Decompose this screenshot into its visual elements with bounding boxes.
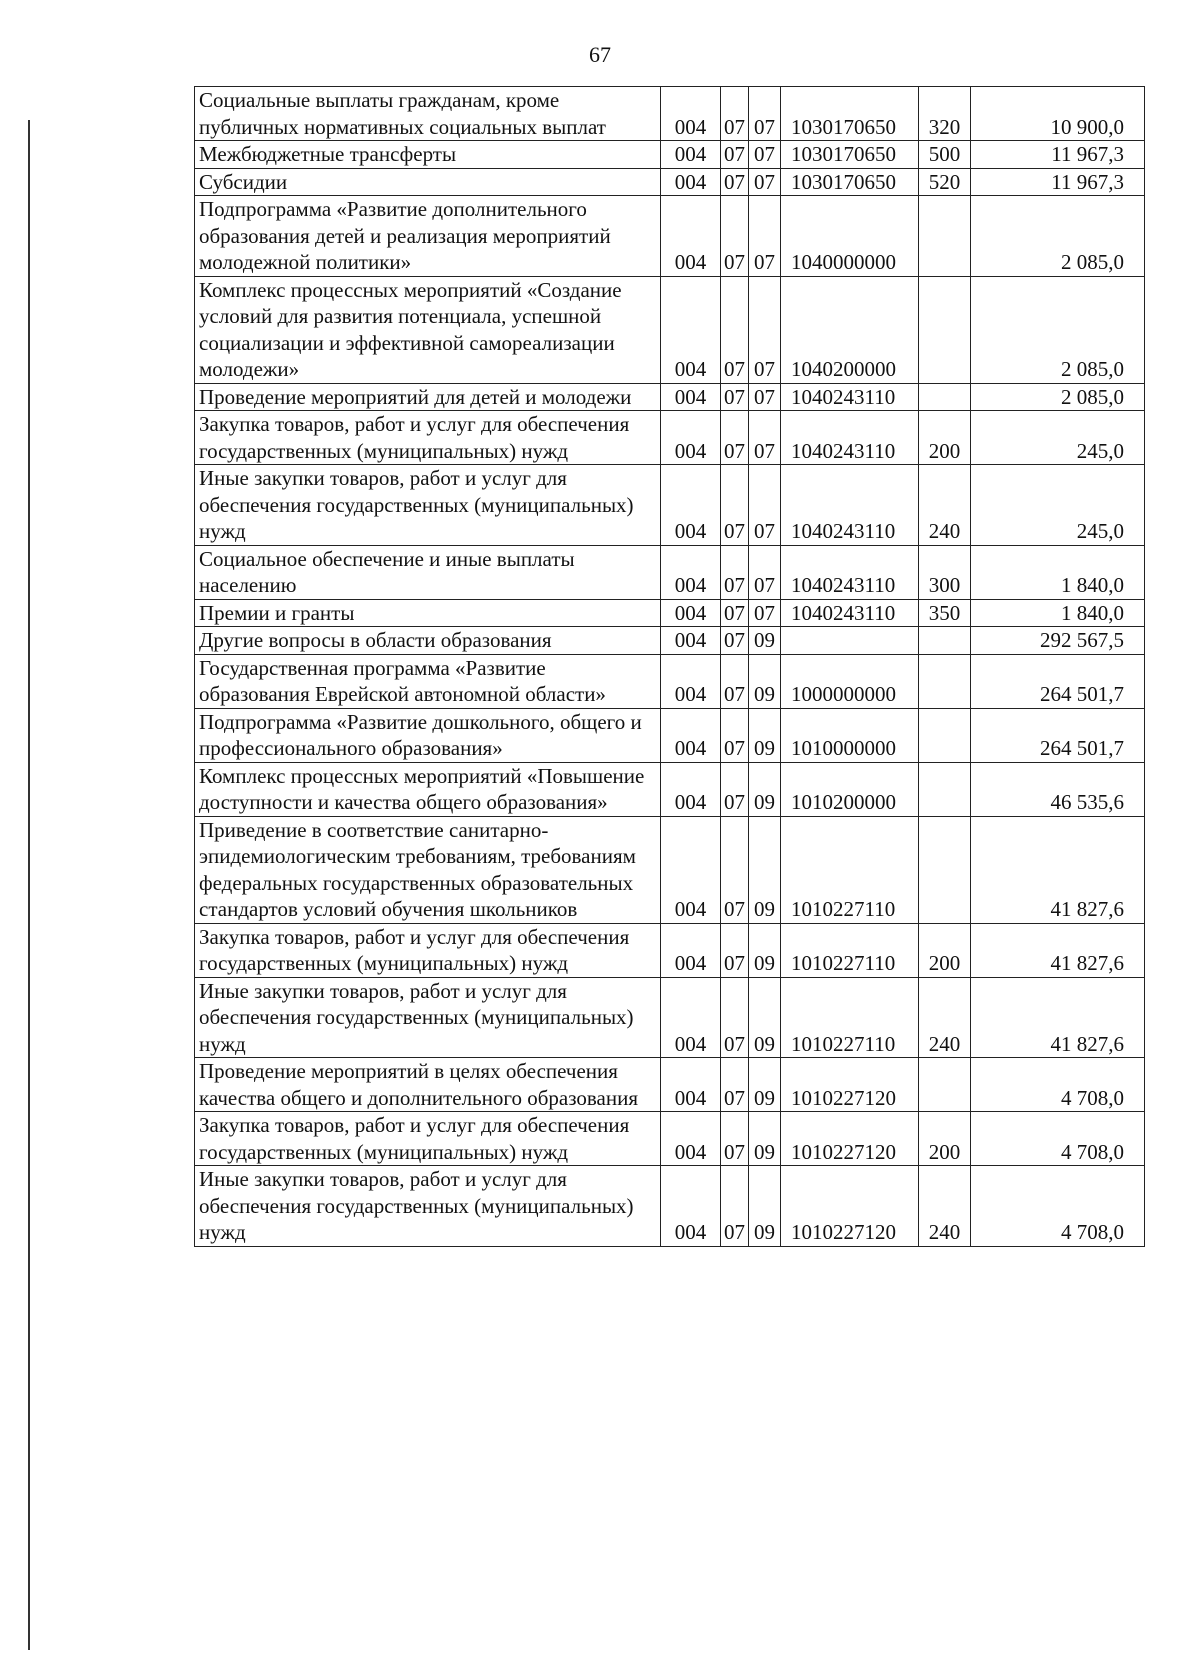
row-expense-type-cell: 200 bbox=[919, 923, 971, 977]
row-section-cell: 07 bbox=[721, 977, 749, 1058]
row-amount-cell: 264 501,7 bbox=[971, 654, 1145, 708]
row-expense-type-cell bbox=[919, 276, 971, 383]
row-name-cell: Комплекс процессных мероприятий «Повышение доступности и качества общего образования» bbox=[195, 762, 661, 816]
row-grbs-cell: 004 bbox=[661, 168, 721, 196]
table-row bbox=[195, 411, 1145, 465]
row-name-cell: Государственная программа «Развитие образования Еврейской автономной области» bbox=[195, 654, 661, 708]
row-amount-cell: 4 708,0 bbox=[971, 1112, 1145, 1166]
row-amount-cell: 292 567,5 bbox=[971, 627, 1145, 655]
row-amount-cell: 46 535,6 bbox=[971, 762, 1145, 816]
row-grbs-cell: 004 bbox=[661, 411, 721, 465]
row-subsection-cell: 07 bbox=[749, 599, 781, 627]
row-name-cell: Приведение в соответствие санитарно-эпидемиологическим требованиям, требованиям федеральных государственных образовательных стандартов условий обучения школьников bbox=[195, 816, 661, 923]
row-section-cell: 07 bbox=[721, 923, 749, 977]
table-row bbox=[195, 654, 1145, 708]
row-amount-cell: 41 827,6 bbox=[971, 977, 1145, 1058]
row-name-cell: Социальные выплаты гражданам, кроме публичных нормативных социальных выплат bbox=[195, 87, 661, 141]
row-section-cell: 07 bbox=[721, 1112, 749, 1166]
row-amount-cell: 264 501,7 bbox=[971, 708, 1145, 762]
row-section-cell: 07 bbox=[721, 141, 749, 169]
row-expense-type-cell: 240 bbox=[919, 1166, 971, 1247]
row-name-cell: Закупка товаров, работ и услуг для обеспечения государственных (муниципальных) нужд bbox=[195, 411, 661, 465]
row-amount-cell: 245,0 bbox=[971, 411, 1145, 465]
table-row bbox=[195, 141, 1145, 169]
row-name-cell: Премии и гранты bbox=[195, 599, 661, 627]
row-subsection-cell: 09 bbox=[749, 977, 781, 1058]
row-name-cell: Другие вопросы в области образования bbox=[195, 627, 661, 655]
row-name-cell: Закупка товаров, работ и услуг для обеспечения государственных (муниципальных) нужд bbox=[195, 1112, 661, 1166]
row-grbs-cell: 004 bbox=[661, 1058, 721, 1112]
table-row bbox=[195, 627, 1145, 655]
row-subsection-cell: 09 bbox=[749, 708, 781, 762]
row-expense-type-cell bbox=[919, 196, 971, 277]
row-target-article-cell: 1030170650 bbox=[781, 141, 919, 169]
row-amount-cell: 10 900,0 bbox=[971, 87, 1145, 141]
row-expense-type-cell: 500 bbox=[919, 141, 971, 169]
row-section-cell: 07 bbox=[721, 708, 749, 762]
row-target-article-cell bbox=[781, 627, 919, 655]
row-subsection-cell: 07 bbox=[749, 87, 781, 141]
row-amount-cell: 2 085,0 bbox=[971, 383, 1145, 411]
row-target-article-cell: 1030170650 bbox=[781, 87, 919, 141]
row-target-article-cell: 1010227120 bbox=[781, 1112, 919, 1166]
row-expense-type-cell: 200 bbox=[919, 411, 971, 465]
row-grbs-cell: 004 bbox=[661, 1112, 721, 1166]
row-subsection-cell: 09 bbox=[749, 1112, 781, 1166]
row-section-cell: 07 bbox=[721, 411, 749, 465]
table-row bbox=[195, 1112, 1145, 1166]
row-grbs-cell: 004 bbox=[661, 1166, 721, 1247]
row-amount-cell: 11 967,3 bbox=[971, 141, 1145, 169]
row-name-cell: Проведение мероприятий в целях обеспечения качества общего и дополнительного образования bbox=[195, 1058, 661, 1112]
row-amount-cell: 2 085,0 bbox=[971, 196, 1145, 277]
table-row bbox=[195, 87, 1145, 141]
row-expense-type-cell bbox=[919, 383, 971, 411]
table-row bbox=[195, 599, 1145, 627]
table-row bbox=[195, 545, 1145, 599]
row-target-article-cell: 1010200000 bbox=[781, 762, 919, 816]
row-grbs-cell: 004 bbox=[661, 708, 721, 762]
row-grbs-cell: 004 bbox=[661, 627, 721, 655]
row-name-cell: Иные закупки товаров, работ и услуг для обеспечения государственных (муниципальных) нужд bbox=[195, 465, 661, 546]
row-section-cell: 07 bbox=[721, 383, 749, 411]
row-section-cell: 07 bbox=[721, 465, 749, 546]
row-subsection-cell: 07 bbox=[749, 141, 781, 169]
row-section-cell: 07 bbox=[721, 196, 749, 277]
row-amount-cell: 1 840,0 bbox=[971, 599, 1145, 627]
row-amount-cell: 41 827,6 bbox=[971, 923, 1145, 977]
row-target-article-cell: 1040243110 bbox=[781, 599, 919, 627]
row-section-cell: 07 bbox=[721, 627, 749, 655]
row-amount-cell: 2 085,0 bbox=[971, 276, 1145, 383]
row-section-cell: 07 bbox=[721, 1058, 749, 1112]
row-name-cell: Комплекс процессных мероприятий «Создание условий для развития потенциала, успешной социализации и эффективной самореализации молодежи» bbox=[195, 276, 661, 383]
row-subsection-cell: 07 bbox=[749, 196, 781, 277]
row-section-cell: 07 bbox=[721, 168, 749, 196]
table-row bbox=[195, 465, 1145, 546]
row-subsection-cell: 09 bbox=[749, 1058, 781, 1112]
row-name-cell: Подпрограмма «Развитие дошкольного, общего и профессионального образования» bbox=[195, 708, 661, 762]
row-subsection-cell: 09 bbox=[749, 1166, 781, 1247]
row-subsection-cell: 07 bbox=[749, 411, 781, 465]
row-subsection-cell: 07 bbox=[749, 465, 781, 546]
row-target-article-cell: 1040243110 bbox=[781, 383, 919, 411]
row-target-article-cell: 1000000000 bbox=[781, 654, 919, 708]
row-expense-type-cell bbox=[919, 627, 971, 655]
table-row bbox=[195, 1058, 1145, 1112]
row-amount-cell: 11 967,3 bbox=[971, 168, 1145, 196]
row-section-cell: 07 bbox=[721, 816, 749, 923]
row-grbs-cell: 004 bbox=[661, 654, 721, 708]
row-grbs-cell: 004 bbox=[661, 923, 721, 977]
row-target-article-cell: 1010227120 bbox=[781, 1166, 919, 1247]
row-subsection-cell: 07 bbox=[749, 383, 781, 411]
scan-edge-line bbox=[28, 120, 30, 1650]
row-name-cell: Субсидии bbox=[195, 168, 661, 196]
row-section-cell: 07 bbox=[721, 1166, 749, 1247]
row-amount-cell: 41 827,6 bbox=[971, 816, 1145, 923]
row-expense-type-cell: 320 bbox=[919, 87, 971, 141]
row-section-cell: 07 bbox=[721, 276, 749, 383]
row-name-cell: Иные закупки товаров, работ и услуг для обеспечения государственных (муниципальных) нужд bbox=[195, 977, 661, 1058]
row-name-cell: Подпрограмма «Развитие дополнительного образования детей и реализация мероприятий молодежной политики» bbox=[195, 196, 661, 277]
row-target-article-cell: 1040243110 bbox=[781, 411, 919, 465]
row-expense-type-cell: 240 bbox=[919, 465, 971, 546]
table-row bbox=[195, 708, 1145, 762]
row-grbs-cell: 004 bbox=[661, 196, 721, 277]
row-amount-cell: 245,0 bbox=[971, 465, 1145, 546]
row-target-article-cell: 1040243110 bbox=[781, 545, 919, 599]
row-target-article-cell: 1040000000 bbox=[781, 196, 919, 277]
row-target-article-cell: 1010000000 bbox=[781, 708, 919, 762]
row-expense-type-cell: 200 bbox=[919, 1112, 971, 1166]
row-subsection-cell: 09 bbox=[749, 923, 781, 977]
row-expense-type-cell bbox=[919, 762, 971, 816]
row-expense-type-cell: 520 bbox=[919, 168, 971, 196]
row-expense-type-cell: 240 bbox=[919, 977, 971, 1058]
row-grbs-cell: 004 bbox=[661, 816, 721, 923]
row-name-cell: Социальное обеспечение и иные выплаты населению bbox=[195, 545, 661, 599]
row-subsection-cell: 07 bbox=[749, 276, 781, 383]
row-grbs-cell: 004 bbox=[661, 87, 721, 141]
table-row bbox=[195, 276, 1145, 383]
row-target-article-cell: 1010227110 bbox=[781, 816, 919, 923]
row-expense-type-cell: 350 bbox=[919, 599, 971, 627]
budget-table bbox=[194, 86, 1145, 1247]
row-target-article-cell: 1030170650 bbox=[781, 168, 919, 196]
row-grbs-cell: 004 bbox=[661, 762, 721, 816]
table-row bbox=[195, 977, 1145, 1058]
row-amount-cell: 1 840,0 bbox=[971, 545, 1145, 599]
row-grbs-cell: 004 bbox=[661, 383, 721, 411]
row-grbs-cell: 004 bbox=[661, 599, 721, 627]
row-section-cell: 07 bbox=[721, 762, 749, 816]
row-expense-type-cell bbox=[919, 708, 971, 762]
table-row bbox=[195, 762, 1145, 816]
row-name-cell: Иные закупки товаров, работ и услуг для обеспечения государственных (муниципальных) нужд bbox=[195, 1166, 661, 1247]
row-grbs-cell: 004 bbox=[661, 545, 721, 599]
row-expense-type-cell bbox=[919, 654, 971, 708]
row-subsection-cell: 07 bbox=[749, 168, 781, 196]
row-grbs-cell: 004 bbox=[661, 276, 721, 383]
row-amount-cell: 4 708,0 bbox=[971, 1058, 1145, 1112]
table-row bbox=[195, 168, 1145, 196]
row-target-article-cell: 1040200000 bbox=[781, 276, 919, 383]
table-row bbox=[195, 1166, 1145, 1247]
row-expense-type-cell: 300 bbox=[919, 545, 971, 599]
table-row bbox=[195, 816, 1145, 923]
row-grbs-cell: 004 bbox=[661, 465, 721, 546]
row-name-cell: Межбюджетные трансферты bbox=[195, 141, 661, 169]
row-expense-type-cell bbox=[919, 1058, 971, 1112]
row-amount-cell: 4 708,0 bbox=[971, 1166, 1145, 1247]
row-name-cell: Закупка товаров, работ и услуг для обеспечения государственных (муниципальных) нужд bbox=[195, 923, 661, 977]
row-target-article-cell: 1010227120 bbox=[781, 1058, 919, 1112]
row-grbs-cell: 004 bbox=[661, 977, 721, 1058]
row-grbs-cell: 004 bbox=[661, 141, 721, 169]
row-section-cell: 07 bbox=[721, 599, 749, 627]
table-row bbox=[195, 383, 1145, 411]
row-name-cell: Проведение мероприятий для детей и молодежи bbox=[195, 383, 661, 411]
row-subsection-cell: 09 bbox=[749, 762, 781, 816]
table-row bbox=[195, 196, 1145, 277]
row-subsection-cell: 09 bbox=[749, 627, 781, 655]
page-number: 67 bbox=[589, 42, 611, 67]
row-section-cell: 07 bbox=[721, 545, 749, 599]
row-target-article-cell: 1010227110 bbox=[781, 923, 919, 977]
row-expense-type-cell bbox=[919, 816, 971, 923]
table-row bbox=[195, 923, 1145, 977]
row-target-article-cell: 1010227110 bbox=[781, 977, 919, 1058]
row-target-article-cell: 1040243110 bbox=[781, 465, 919, 546]
row-subsection-cell: 09 bbox=[749, 654, 781, 708]
row-subsection-cell: 09 bbox=[749, 816, 781, 923]
row-section-cell: 07 bbox=[721, 87, 749, 141]
row-section-cell: 07 bbox=[721, 654, 749, 708]
row-subsection-cell: 07 bbox=[749, 545, 781, 599]
